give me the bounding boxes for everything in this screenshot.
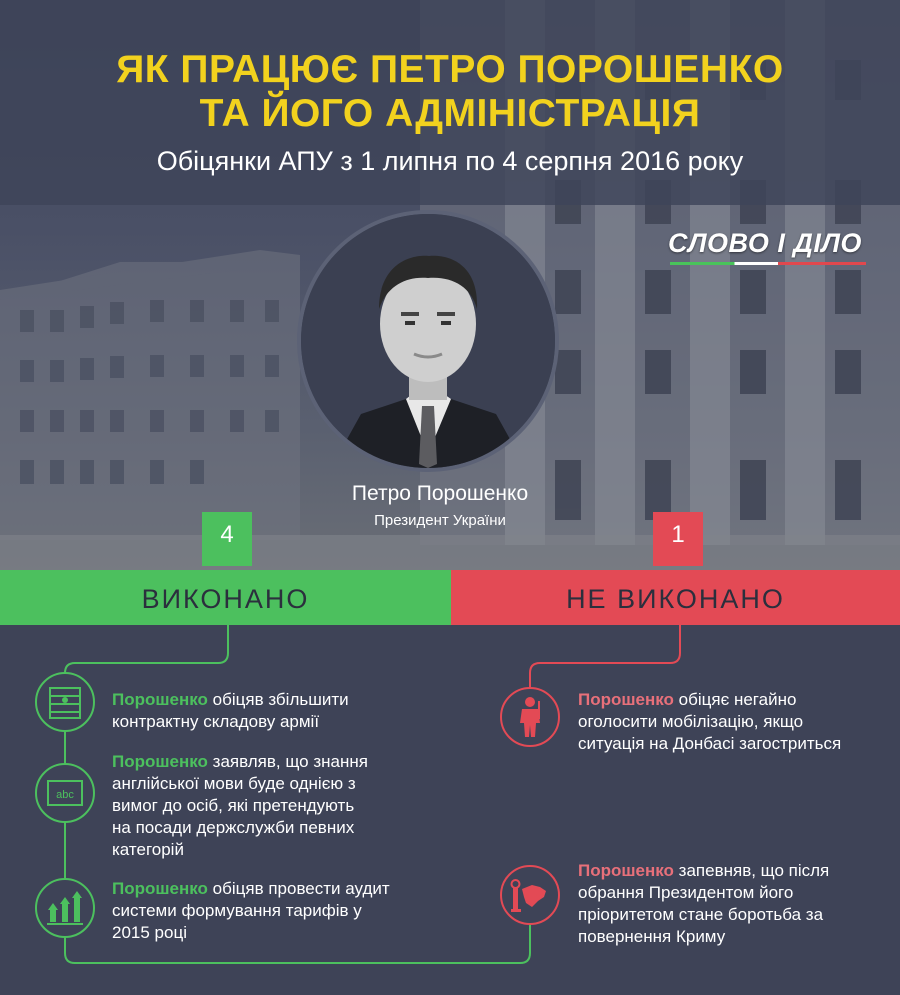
- person-silhouette: [301, 214, 555, 468]
- blackboard-abc-icon: [35, 763, 95, 823]
- done-item-1-text: обіцяв збільшити контрактну складову армії: [112, 690, 349, 731]
- subtitle: Обіцянки АПУ з 1 липня по 4 серпня 2016 року: [156, 146, 744, 176]
- done-item-3-text: обіцяв провести аудит системи формування тарифів у 2015 році: [112, 879, 390, 942]
- title-line-1: ЯК ПРАЦЮЄ ПЕТРО ПОРОШЕНКО: [116, 48, 784, 91]
- rising-arrows-icon: [35, 878, 95, 938]
- done-item-2-text: заявляв, що знання англійської мови буде однією з вимог до осіб, які претендують на посади держслужби певних категорій: [112, 752, 368, 859]
- not-done-bar: [451, 570, 900, 625]
- person-role: Президент України: [374, 512, 506, 529]
- not-done-item-2-text: запевняв, що після обрання Президентом його пріоритетом стане боротьба за повернення Криму: [578, 861, 830, 946]
- soldier-icon: [500, 687, 560, 747]
- person-name: Петро Порошенко: [351, 482, 529, 505]
- done-item-3-who: Порошенко: [112, 879, 208, 898]
- money-stack-icon: [35, 672, 95, 732]
- portrait-photo: [297, 210, 559, 472]
- not-done-count-badge: 1: [653, 512, 703, 566]
- done-item-1: [112, 689, 372, 733]
- done-bar: [0, 570, 451, 625]
- done-item-1-who: Порошенко: [112, 690, 208, 709]
- not-done-item-1: [578, 689, 858, 755]
- done-item-2: [112, 751, 374, 861]
- done-item-2-who: Порошенко: [112, 752, 208, 771]
- done-label: ВИКОНАНО: [141, 584, 310, 614]
- not-done-item-2: [578, 860, 848, 948]
- logo-underline: [670, 262, 866, 265]
- title-line-2: ТА ЙОГО АДМІНІСТРАЦІЯ: [199, 92, 701, 135]
- crimea-map-icon: [500, 865, 560, 925]
- abc-icon-label: abc: [56, 789, 74, 801]
- not-done-item-2-who: Порошенко: [578, 861, 674, 880]
- done-count-badge: 4: [202, 512, 252, 566]
- not-done-label: НЕ ВИКОНАНО: [566, 584, 785, 614]
- main-title: [0, 48, 900, 136]
- logo-text: СЛОВО І ДІЛО: [668, 228, 862, 258]
- done-item-3: [112, 878, 392, 944]
- not-done-item-1-who: Порошенко: [578, 690, 674, 709]
- slovo-i-dilo-logo: [668, 228, 868, 268]
- promises-section: [0, 625, 900, 995]
- not-done-item-1-text: обіцяє негайно оголосити мобілізацію, якщо ситуація на Донбасі загостриться: [578, 690, 842, 753]
